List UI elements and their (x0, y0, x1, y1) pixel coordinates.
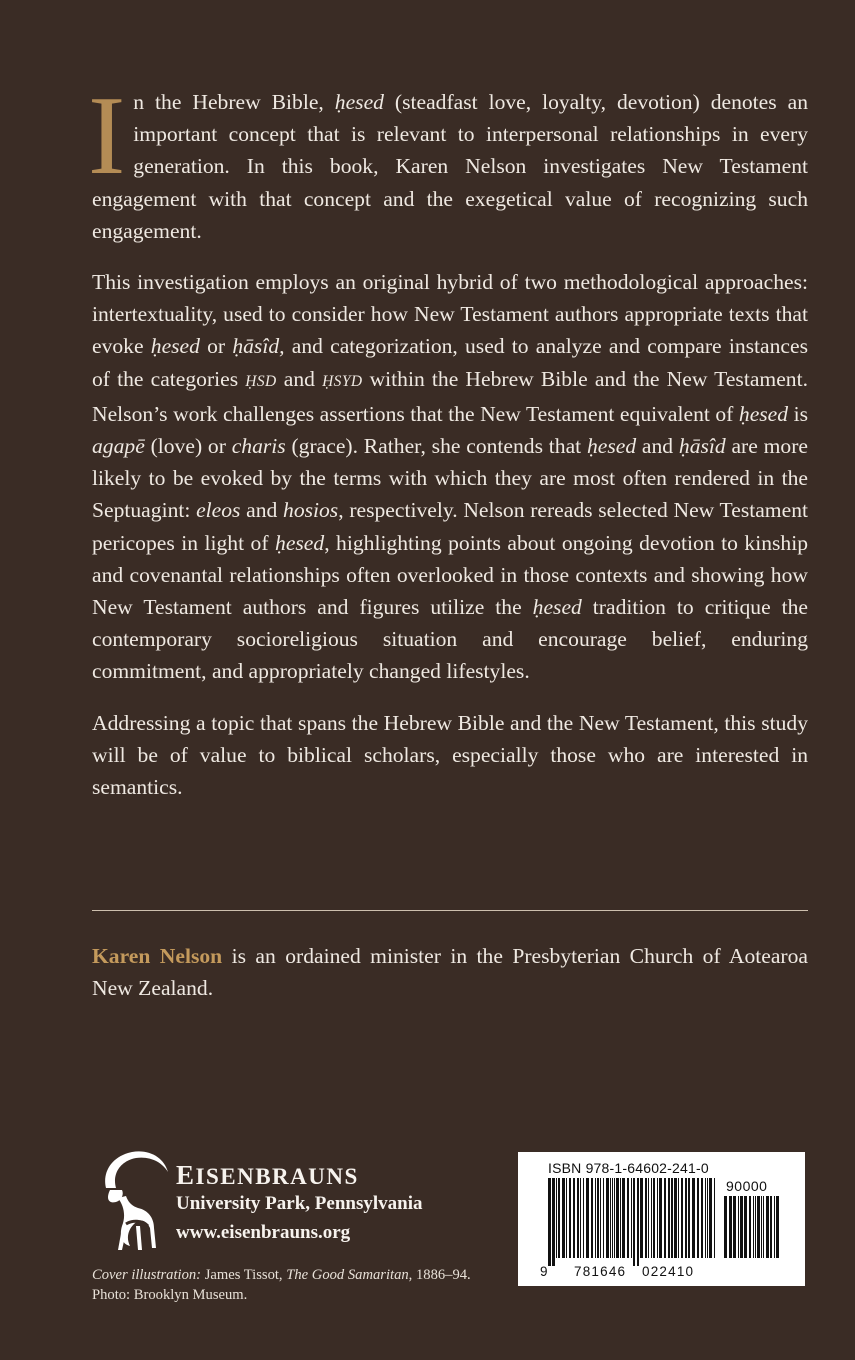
publisher-place: University Park, Pennsylvania (176, 1193, 423, 1214)
blurb-text: and (240, 498, 284, 523)
barcode-digits-group1: 781646 (574, 1264, 627, 1279)
term-hesed: ḥesed (738, 401, 789, 426)
term-hesed: ḥesed (532, 595, 582, 620)
blurb-paragraph-3: Addressing a topic that spans the Hebrew Bible and the New Testament, this study will be of value to biblical scholars, especially those who are interested in semantics. (92, 710, 808, 800)
barcode-bar (774, 1196, 775, 1258)
term-hesed: ḥesed (275, 530, 325, 555)
barcode-bar (776, 1196, 779, 1258)
barcode-bar (766, 1196, 769, 1258)
blurb-text: or (199, 334, 233, 359)
barcode-digits-group2: 022410 (642, 1264, 695, 1279)
barcode-bar (627, 1178, 629, 1258)
barcode-bar (724, 1196, 727, 1258)
barcode-bar (671, 1178, 673, 1258)
barcode-bar (577, 1178, 579, 1258)
credit-rest: , 1886–94. Photo: Brooklyn Museum. (92, 1267, 471, 1303)
isbn-barcode (518, 1152, 805, 1286)
term-hasid: ḥāsîd (678, 434, 726, 459)
barcode-bar (674, 1178, 677, 1258)
barcode-bar (548, 1178, 551, 1266)
term-hosios: hosios (283, 498, 339, 523)
barcode-bar (697, 1178, 699, 1258)
barcode-bar (668, 1178, 670, 1258)
credit-label: Cover illustration: (92, 1267, 202, 1283)
publisher-name-cap: E (176, 1160, 196, 1190)
term-hesed: ḥesed (150, 334, 200, 359)
credit-title: The Good Samaritan (286, 1267, 409, 1283)
barcode-bar (714, 1178, 715, 1258)
barcode-digit-first: 9 (540, 1264, 548, 1279)
publisher-name-rest: ISENBRAUNS (195, 1164, 359, 1189)
barcode-bar (770, 1196, 772, 1258)
blurb-text: within the Hebrew Bible and the New Testament. Nelson’s work challenges assertions that the New Testament equivalent of (92, 366, 808, 426)
barcode-bar (657, 1178, 658, 1258)
barcode-bar (633, 1178, 635, 1266)
barcode-bar (552, 1178, 555, 1266)
barcode-bar (744, 1196, 747, 1258)
term-hesed: ḥesed (586, 434, 637, 459)
drop-cap: I (88, 74, 126, 198)
term-hsyd: ḤSYD (322, 372, 363, 390)
barcode-bar (692, 1178, 695, 1258)
barcode-bar (738, 1196, 739, 1258)
author-name: Karen Nelson (92, 944, 223, 968)
barcode-bar (705, 1178, 706, 1258)
barcode-bar (558, 1178, 560, 1258)
barcode-bar (640, 1178, 643, 1258)
barcode-bar (664, 1178, 666, 1258)
term-hasid: ḥāsîd, (232, 334, 285, 359)
barcode-bar (651, 1178, 652, 1258)
ibex-icon (92, 1148, 172, 1258)
blurb-text: n the Hebrew Bible, (133, 90, 335, 114)
section-divider (92, 910, 808, 911)
blurb-text: (love) or (144, 434, 232, 459)
author-bio (92, 940, 808, 1004)
publisher-name (176, 1160, 359, 1191)
barcode-bar (583, 1178, 584, 1258)
barcode-bar (707, 1178, 708, 1258)
barcode-bar (620, 1178, 621, 1258)
barcode-bar (648, 1178, 649, 1258)
barcode-bar (653, 1178, 655, 1258)
cover-credit (92, 1266, 512, 1305)
barcode-bar (622, 1178, 625, 1258)
term-agape: agapē (92, 434, 145, 459)
term-hesed: ḥesed (334, 90, 384, 114)
barcode-bar (701, 1178, 703, 1258)
barcode-bar (688, 1178, 690, 1258)
blurb-text: This investigation employs an original hybrid of two methodological approaches: intertextuality, used to consider how New Testament authors appropriate texts that evoke (92, 270, 808, 359)
barcode-bar (606, 1178, 609, 1258)
barcode-bar (678, 1178, 679, 1258)
barcode-bar (681, 1178, 683, 1258)
barcode-bar (556, 1178, 557, 1258)
barcode-bar (753, 1196, 754, 1258)
blurb-paragraph-2 (92, 266, 808, 688)
barcode-bar (573, 1178, 575, 1258)
blurb-text: and categorization, used to analyze and compare instances of the categories (92, 334, 808, 391)
barcode-bar (610, 1178, 611, 1258)
barcode-bar (597, 1178, 599, 1258)
blurb-text: , respectively. Nelson rereads selected New Testament pericopes in light of (92, 498, 808, 555)
term-eleos: eleos (196, 498, 241, 523)
barcode-bar (659, 1178, 662, 1258)
barcode-bar (616, 1178, 619, 1258)
barcode-bar (612, 1178, 613, 1258)
blurb-text: (grace). Rather, she contends that (285, 434, 587, 459)
barcode-bar (755, 1196, 756, 1258)
barcode-bar (729, 1196, 732, 1258)
barcode-bar (566, 1178, 567, 1258)
barcode-main-bars (548, 1178, 718, 1266)
barcode-price-bars (724, 1196, 780, 1266)
barcode-bar (637, 1178, 639, 1266)
credit-artist: James Tissot, (201, 1267, 287, 1283)
publisher-url[interactable]: www.eisenbrauns.org (176, 1222, 351, 1243)
barcode-bar (761, 1196, 762, 1258)
barcode-bar (763, 1196, 764, 1258)
barcode-bar (733, 1196, 736, 1258)
isbn-text: ISBN 978-1-64602-241-0 (548, 1160, 709, 1176)
barcode-bar (580, 1178, 581, 1258)
blurb-text: tradition to critique the contemporary socioreligious situation and encourage belief, enduring commitment, and appropriately changed lifestyles. (92, 595, 808, 684)
price-code: 90000 (726, 1178, 768, 1194)
blurb-text: are more likely to be evoked by the terms with which they are most often rendered in the Septuagint: (92, 434, 808, 523)
barcode-bar (631, 1178, 632, 1258)
blurb-text: is (788, 401, 808, 426)
barcode-bar (685, 1178, 687, 1258)
barcode-bar (749, 1196, 751, 1258)
barcode-bar (600, 1178, 601, 1258)
barcode-bar (614, 1178, 615, 1258)
barcode-bar (740, 1196, 743, 1258)
barcode-bar (591, 1178, 593, 1258)
blurb-paragraph-1 (88, 74, 808, 247)
barcode-bar (586, 1178, 589, 1258)
blurb-text: (steadfast love, loyalty, devotion) denotes an important concept that is relevant to interpersonal relationships in every generation. In this book, Karen Nelson investigates New Testament engagement with that concept and the exegetical value of recognizing such engagement. (92, 90, 808, 243)
barcode-bar (595, 1178, 596, 1258)
barcode-bar (709, 1178, 712, 1258)
author-bio-text: is an ordained minister in the Presbyterian Church of Aotearoa New Zealand. (92, 944, 808, 1001)
barcode-bar (603, 1178, 604, 1258)
blurb-text: , highlighting points about ongoing devotion to kinship and covenantal relationships often overlooked in those contexts and showing how New Testament authors and figures utilize the (92, 530, 808, 620)
blurb-text: and (276, 366, 323, 391)
barcode-bar (645, 1178, 647, 1258)
blurb-text: and (636, 434, 679, 459)
term-hsd: ḤSD (245, 372, 277, 390)
barcode-bar (757, 1196, 760, 1258)
back-cover-blurb (88, 74, 808, 822)
barcode-bar (569, 1178, 571, 1258)
barcode-bar (562, 1178, 565, 1258)
term-charis: charis (231, 434, 286, 459)
